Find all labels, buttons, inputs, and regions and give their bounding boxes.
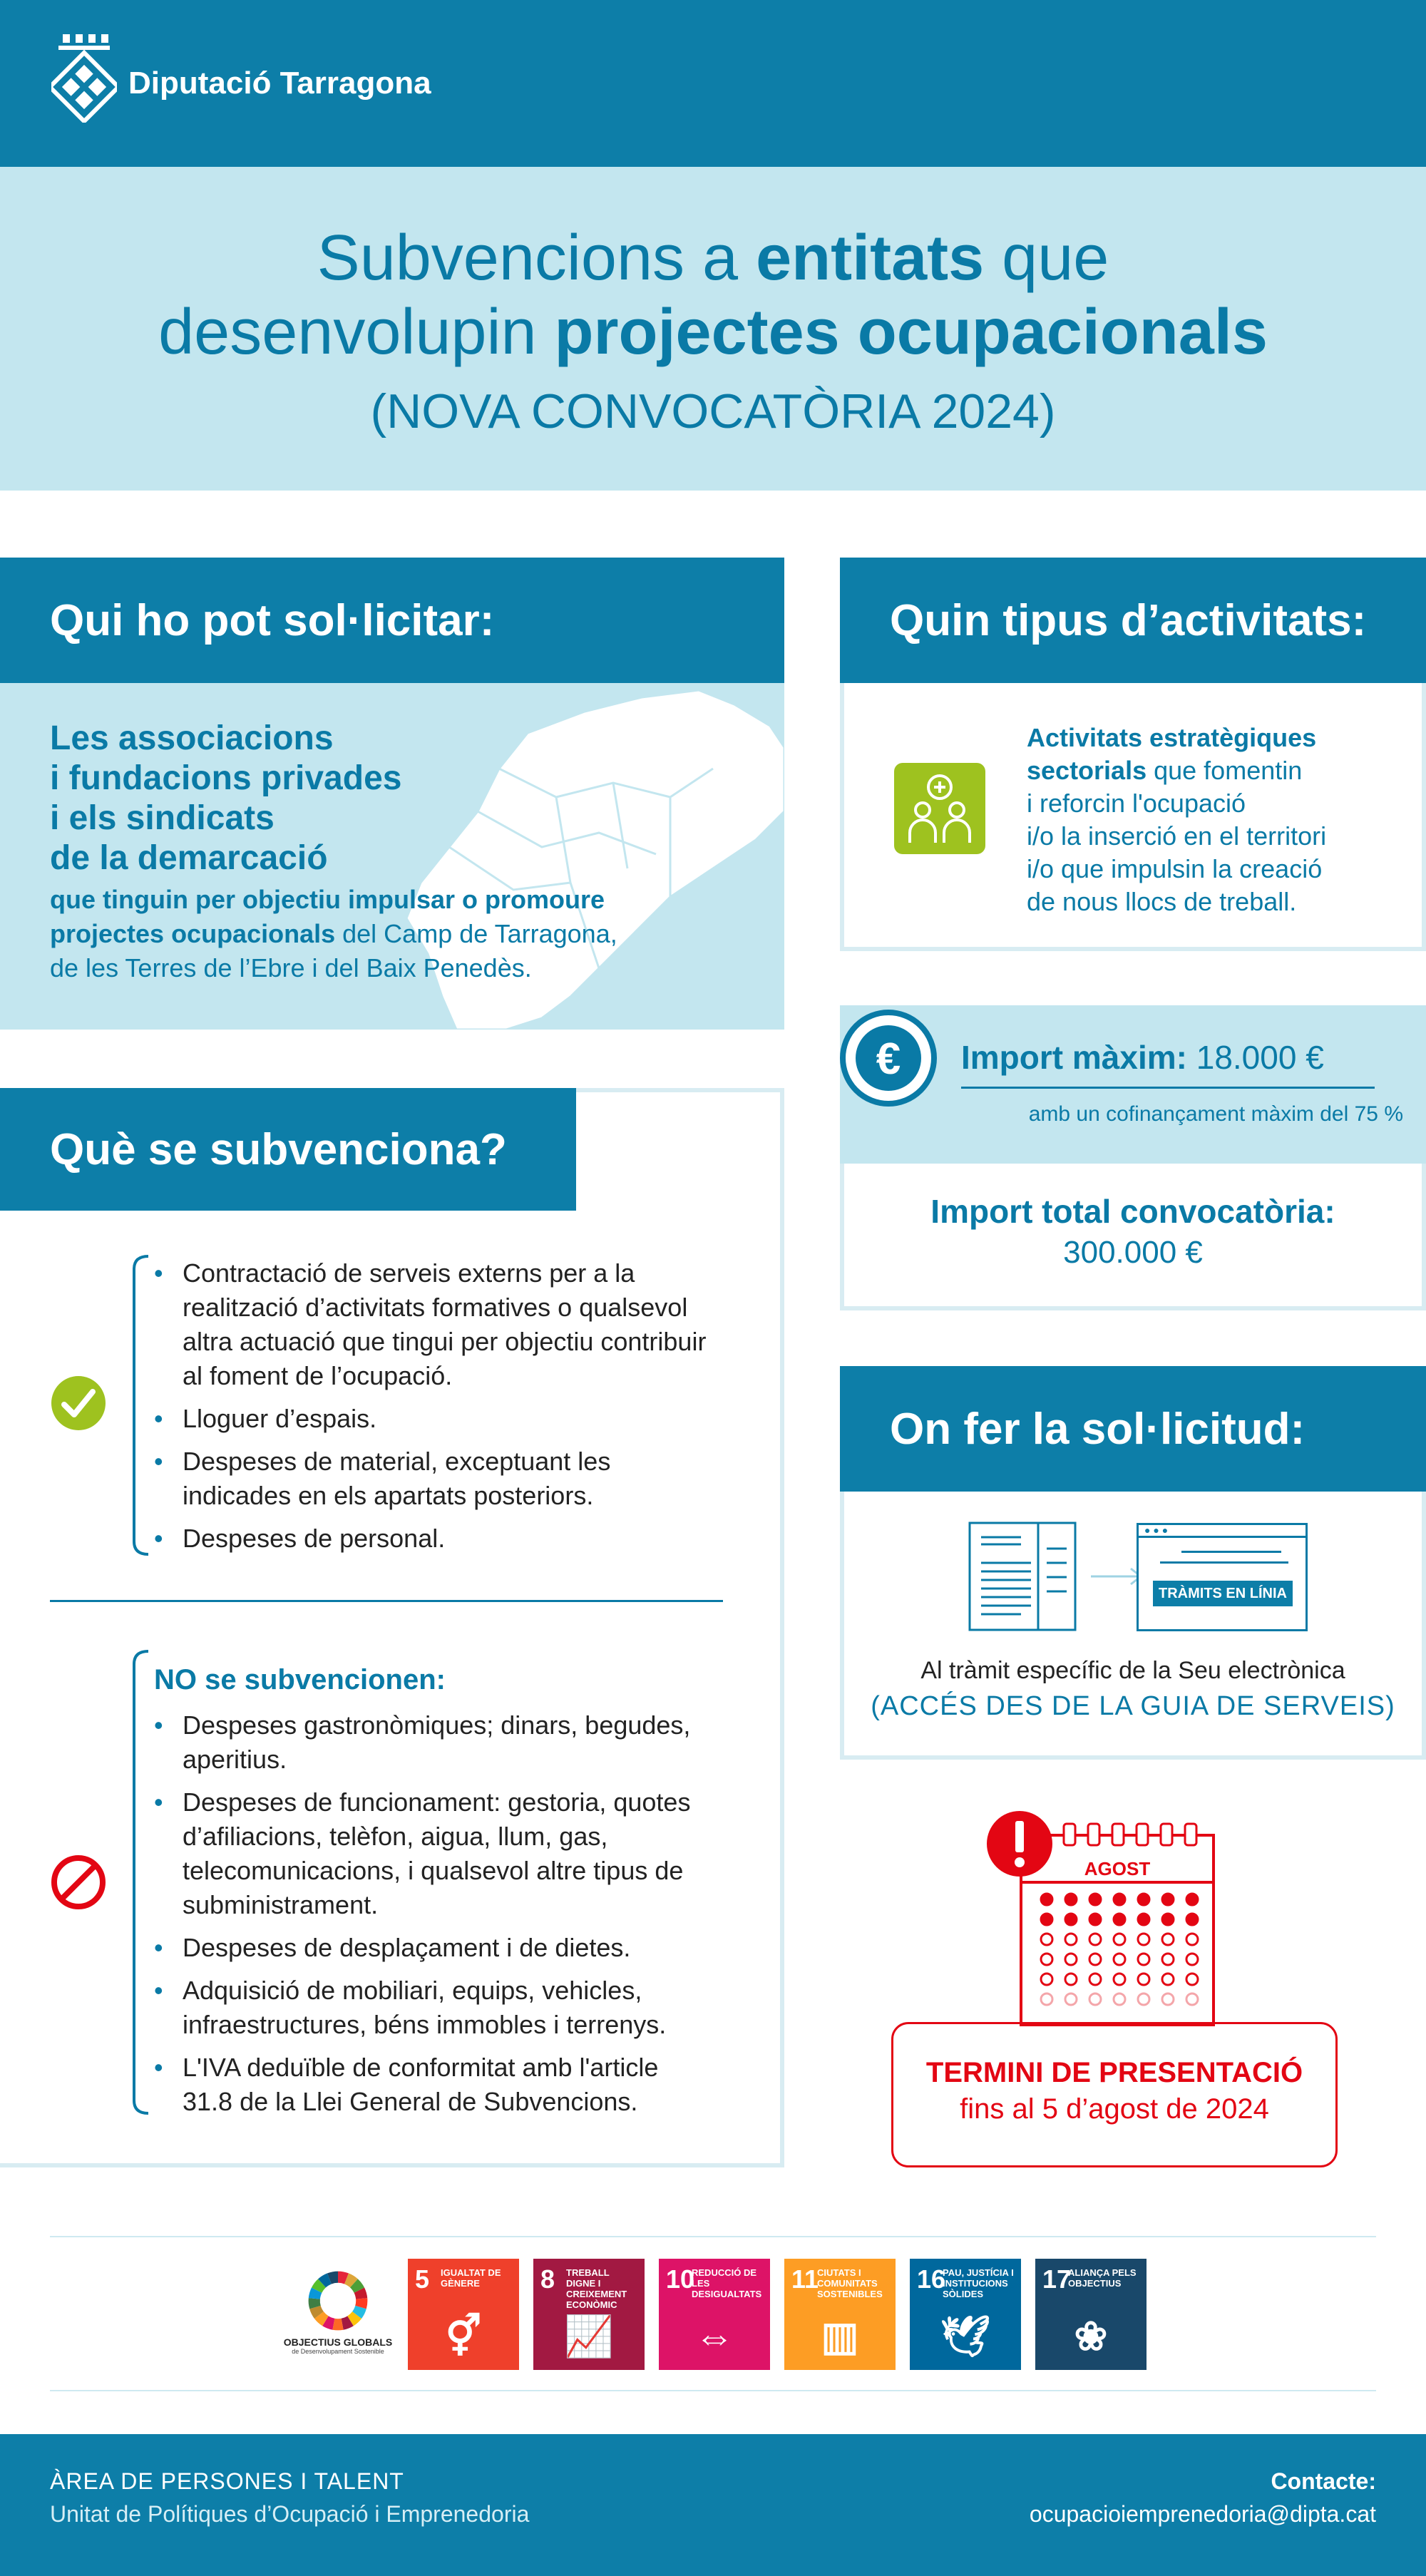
calendar-day [1162,1974,1174,1985]
import-cofin: amb un cofinançament màxim del 75 % [1028,1102,1403,1126]
quin-panel [840,683,1426,951]
calendar-day [1186,1954,1198,1965]
sdg-label: ALIANÇA PELS OBJECTIUS [1068,2267,1137,2289]
quin-line: i/o la inserció en el territori [1027,821,1327,851]
quin-heading: Quin tipus d’activitats: [840,558,1426,683]
section-divider [50,1600,723,1602]
termini-title: TERMINI DE PRESENTACIÓ [925,2057,1303,2088]
sdg-tile [784,2259,896,2370]
sdg-top-line [50,2236,1376,2237]
sustainable-cities-icon: ▥ [821,2314,859,2359]
calendar-day [1186,1914,1198,1925]
import-total-value: 300.000 € [1063,1235,1203,1270]
calendar-day [1114,1993,1125,2005]
sdg-number: 5 [415,2264,430,2294]
calendar-day [1114,1894,1125,1905]
qui-description [50,883,617,985]
qui-line: i els sindicats [50,799,275,837]
yes-item: • Despeses de personal. [154,1522,710,1556]
calendar-day [1138,1974,1149,1985]
quin-description [1027,722,1326,918]
sdg-number: 11 [791,2264,819,2294]
calendar-day [1089,1954,1101,1965]
svg-text:€: € [876,1035,901,1084]
yes-bracket [128,1255,150,1556]
calendar-day [1138,1954,1149,1965]
diputacio-logo-icon [51,34,117,123]
calendar-day [1114,1974,1125,1985]
quin-bold: sectorials [1027,756,1147,785]
qui-desc-bold: projectes ocupacionals [50,919,336,948]
calendar-day [1041,1954,1052,1965]
qui-desc-line: de les Terres de l’Ebre i del Baix Penedès. [50,953,532,982]
gender-equality-icon: ⚥ [445,2314,482,2359]
calendar-day [1114,1914,1125,1925]
quin-line: i reforcin l'ocupació [1027,789,1246,818]
calendar-day [1186,1974,1198,1985]
arrow-right-icon [1089,1566,1144,1587]
calendar-day [1138,1914,1149,1925]
title-part: desenvolupin [158,297,555,368]
calendar-day [1041,1993,1052,2005]
calendar-day [1065,1993,1077,2005]
no-heading: NO se subvencionen: [154,1664,446,1695]
brand-name: Diputació Tarragona [128,66,431,101]
calendar-day [1041,1914,1052,1925]
calendar-day [1041,1934,1052,1945]
quin-line: i/o que impulsin la creació [1027,854,1323,883]
qui-desc-line: que tinguin per objectiu impulsar o promoure [50,885,605,914]
sdg-number: 10 [666,2264,695,2294]
calendar-day [1138,1993,1149,2005]
on-heading: On fer la sol·licitud: [840,1366,1426,1492]
sdg-label: IGUALTAT DE GÈNERE [441,2267,501,2289]
import-max-panel [840,1005,1426,1164]
euro-icon [838,1008,938,1108]
prohibited-icon [50,1854,107,1911]
sdg-tile [533,2259,645,2370]
no-bracket [128,1650,150,2115]
no-item: • Despeses de funcionament: gestoria, quotes d’afiliacions, telèfon, aigua, llum, gas, telecomunicacions, i qualsevol altre tipus de subministrament. [154,1785,710,1922]
calendar-day [1186,1894,1198,1905]
calendar-day [1065,1914,1077,1925]
sdg-label: PAU, JUSTÍCIA I INSTITUCIONS SÒLIDES [943,2267,1014,2299]
calendar-day [1162,1894,1174,1905]
calendar-day [1089,1934,1101,1945]
yes-list [154,1256,710,1564]
on-text: Al tràmit específic de la Seu electrònica [920,1657,1345,1684]
online-window [1137,1523,1308,1631]
sdg-label: CIUTATS I COMUNITATS SOSTENIBLES [817,2267,883,2299]
on-panel [840,1492,1426,1760]
no-item: • Despeses de desplaçament i de dietes. [154,1931,710,1965]
quin-text: que fomentin [1147,756,1303,785]
no-list [154,1708,710,2128]
calendar-day [1065,1974,1077,1985]
footer-area: ÀREA DE PERSONES I TALENT [50,2468,404,2494]
calendar-day [1138,1894,1149,1905]
window-line [1181,1551,1281,1553]
import-max-value: 18.000 € [1196,1039,1324,1076]
calendar-day [1162,1993,1174,2005]
sdg-wheel-icon [306,2269,370,2333]
calendar-month: AGOST [1084,1858,1151,1879]
import-divider [961,1087,1375,1089]
sdg-number: 8 [540,2264,555,2294]
calendar-day [1162,1934,1174,1945]
title-part: que [984,222,1109,294]
calendar-icon [984,1811,1224,2028]
termini-box [891,2022,1338,2167]
footer-unit: Unitat de Polítiques d’Ocupació i Emprenedoria [50,2501,530,2527]
sdg-bottom-line [50,2390,1376,2391]
import-max [961,1038,1324,1077]
calendar-day [1162,1914,1174,1925]
sdg-tile [408,2259,519,2370]
qui-panel [0,683,784,1030]
calendar-day [1186,1993,1198,2005]
calendar-day [1089,1914,1101,1925]
no-item: • Adquisició de mobiliari, equips, vehicles, infraestructures, béns immobles i terrenys. [154,1974,710,2042]
import-max-label: Import màxim: [961,1039,1187,1076]
footer-email-link[interactable]: ocupacioiemprenedoria@dipta.cat [1029,2501,1376,2527]
que-heading: Què se subvenciona? [0,1088,576,1211]
calendar-day [1065,1894,1077,1905]
title-subtitle: (NOVA CONVOCATÒRIA 2024) [370,384,1056,438]
qui-line: Les associacions [50,719,334,757]
quin-line: de nous llocs de treball. [1027,887,1297,916]
sdg-label: TREBALL DIGNE I CREIXEMENT ECONÒMIC [566,2267,627,2310]
quin-line: Activitats estratègiques [1027,723,1317,752]
no-item: • Despeses gastronòmiques; dinars, begudes, aperitius. [154,1708,710,1777]
sdg-tile [910,2259,1021,2370]
qui-desc-text: del Camp de Tarragona, [335,919,617,948]
reduced-inequalities-icon: ⇔ [694,2314,734,2359]
calendar-day [1065,1954,1077,1965]
calendar-day [1162,1954,1174,1965]
calendar-day [1041,1894,1052,1905]
calendar-day [1138,1934,1149,1945]
sdg-tile [659,2259,770,2370]
title-band [0,167,1426,491]
qui-line: de la demarcació [50,839,328,877]
people-activities-icon [894,763,985,854]
qui-line: i fundacions privades [50,759,402,797]
qui-heading: Qui ho pot sol·licitar: [0,558,784,683]
title-part: projectes ocupacionals [554,297,1268,368]
sdg-tile [1035,2259,1147,2370]
footer-contact-label: Contacte: [1271,2468,1376,2494]
calendar-day [1186,1934,1198,1945]
peace-dove-icon: 🕊 [940,2314,991,2359]
sdg-number: 16 [917,2264,946,2294]
yes-item: • Lloguer d’espais. [154,1402,710,1436]
termini-date: fins al 5 d’agost de 2024 [960,2093,1269,2125]
qui-entities [50,719,401,878]
footer [0,2434,1426,2576]
title-part: Subvencions a [317,222,756,294]
tramits-online-button[interactable]: TRÀMITS EN LÍNIA [1153,1581,1293,1606]
check-icon [50,1375,107,1432]
calendar-day [1114,1934,1125,1945]
on-link[interactable]: (ACCÉS DES DE LA GUIA DE SERVEIS) [871,1691,1395,1721]
calendar-day [1065,1934,1077,1945]
calendar-day [1089,1993,1101,2005]
yes-item: • Despeses de material, exceptuant les indicades en els apartats posteriors. [154,1444,710,1513]
calendar-day [1089,1894,1101,1905]
sdg-number: 17 [1042,2264,1072,2294]
top-banner [0,0,1426,167]
window-line [1160,1561,1288,1564]
growth-chart-icon: 📈 [564,2314,614,2359]
import-total-panel [840,1164,1426,1310]
sdg-main-title: OBJECTIUS GLOBALS [283,2336,393,2348]
window-dots-icon: ● ● ● [1139,1525,1306,1538]
sdg-logo [282,2259,394,2370]
sdg-label: REDUCCIÓ DE LES DESIGUALTATS [692,2267,762,2299]
yes-item: • Contractació de serveis externs per a la realització d’activitats formatives o qualsevol altra actuació que tingui per objectiu contribuir al foment de l’ocupació. [154,1256,710,1393]
no-item: • L'IVA deduïble de conformitat amb l'article 31.8 de la Llei General de Subvencions. [154,2051,710,2119]
document-icon [967,1520,1081,1634]
calendar-day [1114,1954,1125,1965]
title-part: entitats [756,222,985,294]
partnership-flower-icon: ❀ [1074,2314,1108,2359]
calendar-day [1089,1974,1101,1985]
calendar-day [1041,1974,1052,1985]
sdg-main-sub: de Desenvolupament Sostenible [292,2348,384,2355]
import-total-label: Import total convocatòria: [930,1193,1335,1230]
page-title [0,167,1426,439]
